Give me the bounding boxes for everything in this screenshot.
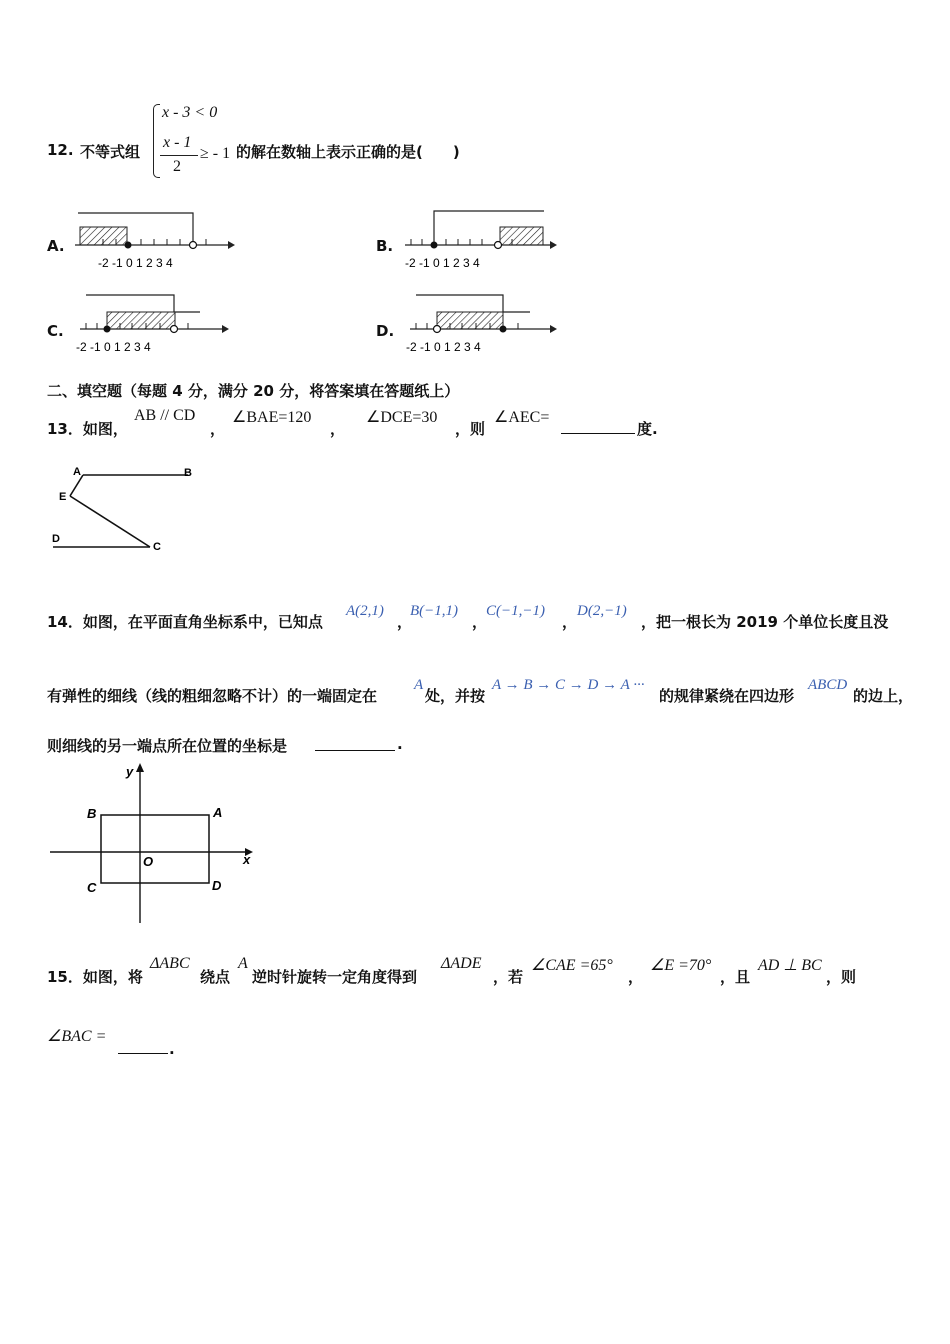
q14-sep: ， [472,613,488,631]
q15-perpendicular: AD ⊥ BC [758,957,822,974]
fraction-numerator: x - 1 [163,134,192,151]
q15-text-b: 绕点 [200,968,231,986]
q14-path: A → B → C → D → A ··· [492,677,645,693]
ineq-2-rhs: ≥ - 1 [200,145,231,162]
label-x: x [243,852,251,867]
q13-sep: ，则 [455,420,486,438]
solid-point [125,242,132,249]
shaded-region [107,312,175,329]
q14-line1-start: 14．如图，在平面直角坐标系中，已知点 [47,613,323,631]
q15-point-a: A [238,955,248,972]
solid-point [104,326,111,333]
range-bracket [416,295,530,312]
q15-text-d: ，若 [493,968,524,986]
q12-stem: 不等式组 [80,143,141,161]
q14-quad: ABCD [808,677,848,693]
hollow-point [171,326,178,333]
q14-line2-end: 的边上， [853,687,914,705]
segment-ec [70,496,150,547]
shaded-region [500,227,543,245]
solid-point [431,242,438,249]
option-a-label[interactable]: A. [47,237,65,255]
q14-point-a: A(2,1) [346,603,384,619]
option-c-number-line [70,290,240,355]
label-b: B [184,467,192,479]
q13-sep: ， [330,420,346,438]
option-b-label[interactable]: B. [376,237,394,255]
q14-line2-mid2: 的规律紧绕在四边形 [659,687,795,705]
label-d: D [212,878,222,893]
q15-angle-bac: ∠BAC = [47,1028,107,1045]
q13-sep: ， [210,420,226,438]
q15-angle-e: ∠E =70° [650,957,712,974]
fraction-bar [160,155,198,156]
q12-tail: 的解在数轴上表示正确的是( ) [236,143,460,161]
q14-line3: 则细线的另一端点所在位置的坐标是 [47,737,288,755]
label-c: C [87,880,97,895]
label-a: A [73,466,81,478]
q15-text-f: ，且 [720,968,751,986]
tick-labels: -2 -1 0 1 2 3 4 [98,256,173,270]
q15-text-g: ，则 [826,968,857,986]
q14-fixed-point: A [414,677,424,693]
arrow-icon [550,325,557,333]
q13-parallel: AB // CD [134,407,196,424]
q15-angle-cae: ∠CAE =65° [531,957,613,974]
shaded-region [437,312,503,329]
arrow-icon [550,241,557,249]
solid-point [500,326,507,333]
q15-start: 15．如图，将 [47,968,143,986]
ineq-1: x - 3 < 0 [162,104,218,121]
q15-answer-blank[interactable] [118,1038,168,1054]
option-c-label[interactable]: C. [47,322,64,340]
q14-figure [45,758,260,926]
q14-answer-blank[interactable] [315,735,395,751]
q14-line1-end: ，把一根长为 2019 个单位长度且没 [641,613,889,631]
option-a-number-line [70,205,240,270]
arrow-icon [222,325,229,333]
arrow-icon [228,241,235,249]
label-y: y [126,764,134,779]
hollow-point [495,242,502,249]
q13-angle-dce: ∠DCE=30 [366,409,438,426]
q15-end: . [169,1040,175,1058]
q15-text-c: 逆时针旋转一定角度得到 [252,968,418,986]
option-d-number-line [400,290,570,355]
system-brace [153,104,160,178]
label-a: A [213,805,223,820]
section-heading: 二、填空题（每题 4 分，满分 20 分，将答案填在答题纸上） [47,382,460,400]
q15-text-e: ， [628,968,644,986]
q13-answer-blank[interactable] [561,418,635,434]
q14-line2-mid: 处，并按 [425,687,486,705]
tick-labels: -2 -1 0 1 2 3 4 [405,256,480,270]
label-origin: O [143,854,154,869]
q15-triangle-ade: ΔADE [441,955,482,972]
tick-labels: -2 -1 0 1 2 3 4 [76,340,151,354]
rectangle-abcd [101,815,209,883]
y-arrow-icon [136,763,144,772]
tick-labels: -2 -1 0 1 2 3 4 [406,340,481,354]
q14-point-c: C(−1,−1) [486,603,545,619]
q12-number: 12. [47,141,74,159]
option-b-number-line [400,205,570,270]
label-c: C [153,541,161,553]
hollow-point [434,326,441,333]
q14-line2-start: 有弹性的细线（线的粗细忽略不计）的一端固定在 [47,687,378,705]
q14-point-b: B(−1,1) [410,603,459,619]
q13-number: 13．如图， [47,420,128,438]
q13-figure [45,460,205,555]
q14-point-d: D(2,−1) [577,603,627,619]
range-bracket [86,295,200,312]
q14-sep: ， [562,613,578,631]
q13-angle-bae: ∠BAE=120 [232,409,312,426]
hollow-point [190,242,197,249]
label-d: D [52,533,60,545]
q13-tail: 度. [637,420,658,438]
option-d-label[interactable]: D. [376,322,395,340]
q14-line3-end: . [397,735,403,753]
fraction-denominator: 2 [173,158,181,175]
q14-sep: ， [397,613,413,631]
segment-ae [70,475,83,496]
label-e: E [59,491,67,503]
q13-angle-aec: ∠AEC= [494,409,550,426]
label-b: B [87,806,97,821]
q15-triangle-abc: ΔABC [150,955,190,972]
